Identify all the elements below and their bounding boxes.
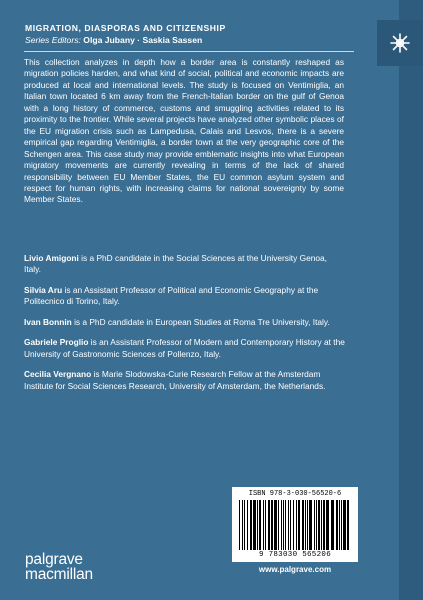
series-editors [25,35,365,45]
bio-paragraph [24,253,346,276]
barcode-bar [307,500,308,550]
series-title: MIGRATION, DIASPORAS AND CITIZENSHIP [25,23,226,33]
publisher-name-line1: palgrave [25,551,83,568]
series-editors-label: Series Editors: [25,35,81,45]
bio-name: Livio Amigoni [24,253,79,263]
barcode-bar [278,500,279,550]
barcode-bar [263,500,264,550]
barcode-bar [305,500,306,550]
barcode-bar [265,500,266,550]
book-summary: This collection analyzes in depth how a border area is constantly reshaped as migration policies harden, and what kind of social, political and economic impacts are produced at local and international levels. The study is focused on Ventimiglia, an Italian town located 6 km away from the French-Italian border on the gulf of Genoa with a long history of commerce, customs and smuggling activities related to its proximity to the frontier. While several projects have analyzed other symbolic places of the EU migration crisis such as Lampedusa, Calais and Lesvos, there is a severe empirical gap regarding Ventimiglia, a border town at the very geographic core of the Schengen area. This case study may provide emblematic insights into what European migratory movements are currently revealing in terms of the lack of shared responsibility between EU Member States, the EU common asylum system and respect for human rights, with increasing claims for national sovereignty by some Member States. [24,57,344,205]
contributor-bios [24,253,346,401]
barcode-bar [302,500,304,550]
barcode-bar [336,500,338,550]
barcode-bar [341,500,342,550]
barcode-icon [237,500,353,550]
barcode-bar [321,500,322,550]
bio-paragraph [24,285,346,308]
bio-text: is Marie Slodowska-Curie Research Fellow at the Amsterdam Institute for Social Sciences Research, University of Amsterdam, the Netherlands. [24,369,326,391]
barcode-bar [326,500,329,550]
barcode-bar [290,500,291,550]
publisher-logo [25,552,93,582]
bio-paragraph [24,317,346,328]
barcode-bar [323,500,325,550]
bio-text: is a PhD candidate in the Social Sciences at the University Genoa, Italy. [24,253,327,275]
barcode-bar [296,500,297,550]
bio-paragraph [24,369,346,392]
bio-text: is an Assistant Professor of Modern and Contemporary History at the University of Gastronomic Sciences of Pollenzo, Italy. [24,337,345,359]
barcode-bar [318,500,320,550]
publisher-name-line2: macmillan [25,566,93,583]
barcode-bar [244,500,245,550]
header-divider [24,51,354,52]
barcode-bar [247,500,248,550]
barcode-bar [239,500,240,550]
bio-name: Silvia Aru [24,284,63,295]
barcode-bar [268,500,270,550]
barcode-digits: 9 783030 565206 [258,551,331,559]
barcode-bar [339,500,340,550]
barcode-bar [298,500,300,550]
barcode-bar [283,500,284,550]
barcode-bar [293,500,294,550]
isbn-label: ISBN 978-3-030-56520-6 [248,490,342,498]
barcode-bar [242,500,243,550]
barcode-bar [288,500,289,550]
barcode-bar [250,500,252,550]
spine-strip [399,0,423,600]
springer-logo-box [377,20,423,66]
bio-name: Cecilia Vergnano [24,369,92,380]
bio-paragraph [24,337,346,360]
barcode-bar [271,500,273,550]
barcode-bar [347,500,349,550]
springer-knight-logo-icon [389,32,411,54]
barcode-bar [309,500,312,550]
barcode-bar [285,500,286,550]
barcode-bar [316,500,317,550]
barcode-bar [253,500,256,550]
barcode-box [232,487,358,562]
barcode-bar [281,500,282,550]
publisher-website: www.palgrave.com [258,565,332,574]
bio-name: Gabriele Proglio [24,337,89,348]
barcode-bar [274,500,277,550]
bio-text: is a PhD candidate in European Studies at Roma Tre University, Italy. [71,316,330,327]
barcode-bar [314,500,315,550]
series-editors-names: Olga Jubany · Saskia Sassen [83,35,203,45]
bio-name: Ivan Bonnin [24,316,72,327]
barcode-bar [257,500,258,550]
barcode-bar [343,500,346,550]
barcode-bar [331,500,334,550]
barcode-bar [259,500,261,550]
bio-text: is an Assistant Professor of Political and Economic Geography at the Politecnico di Torino, Italy. [24,284,319,307]
